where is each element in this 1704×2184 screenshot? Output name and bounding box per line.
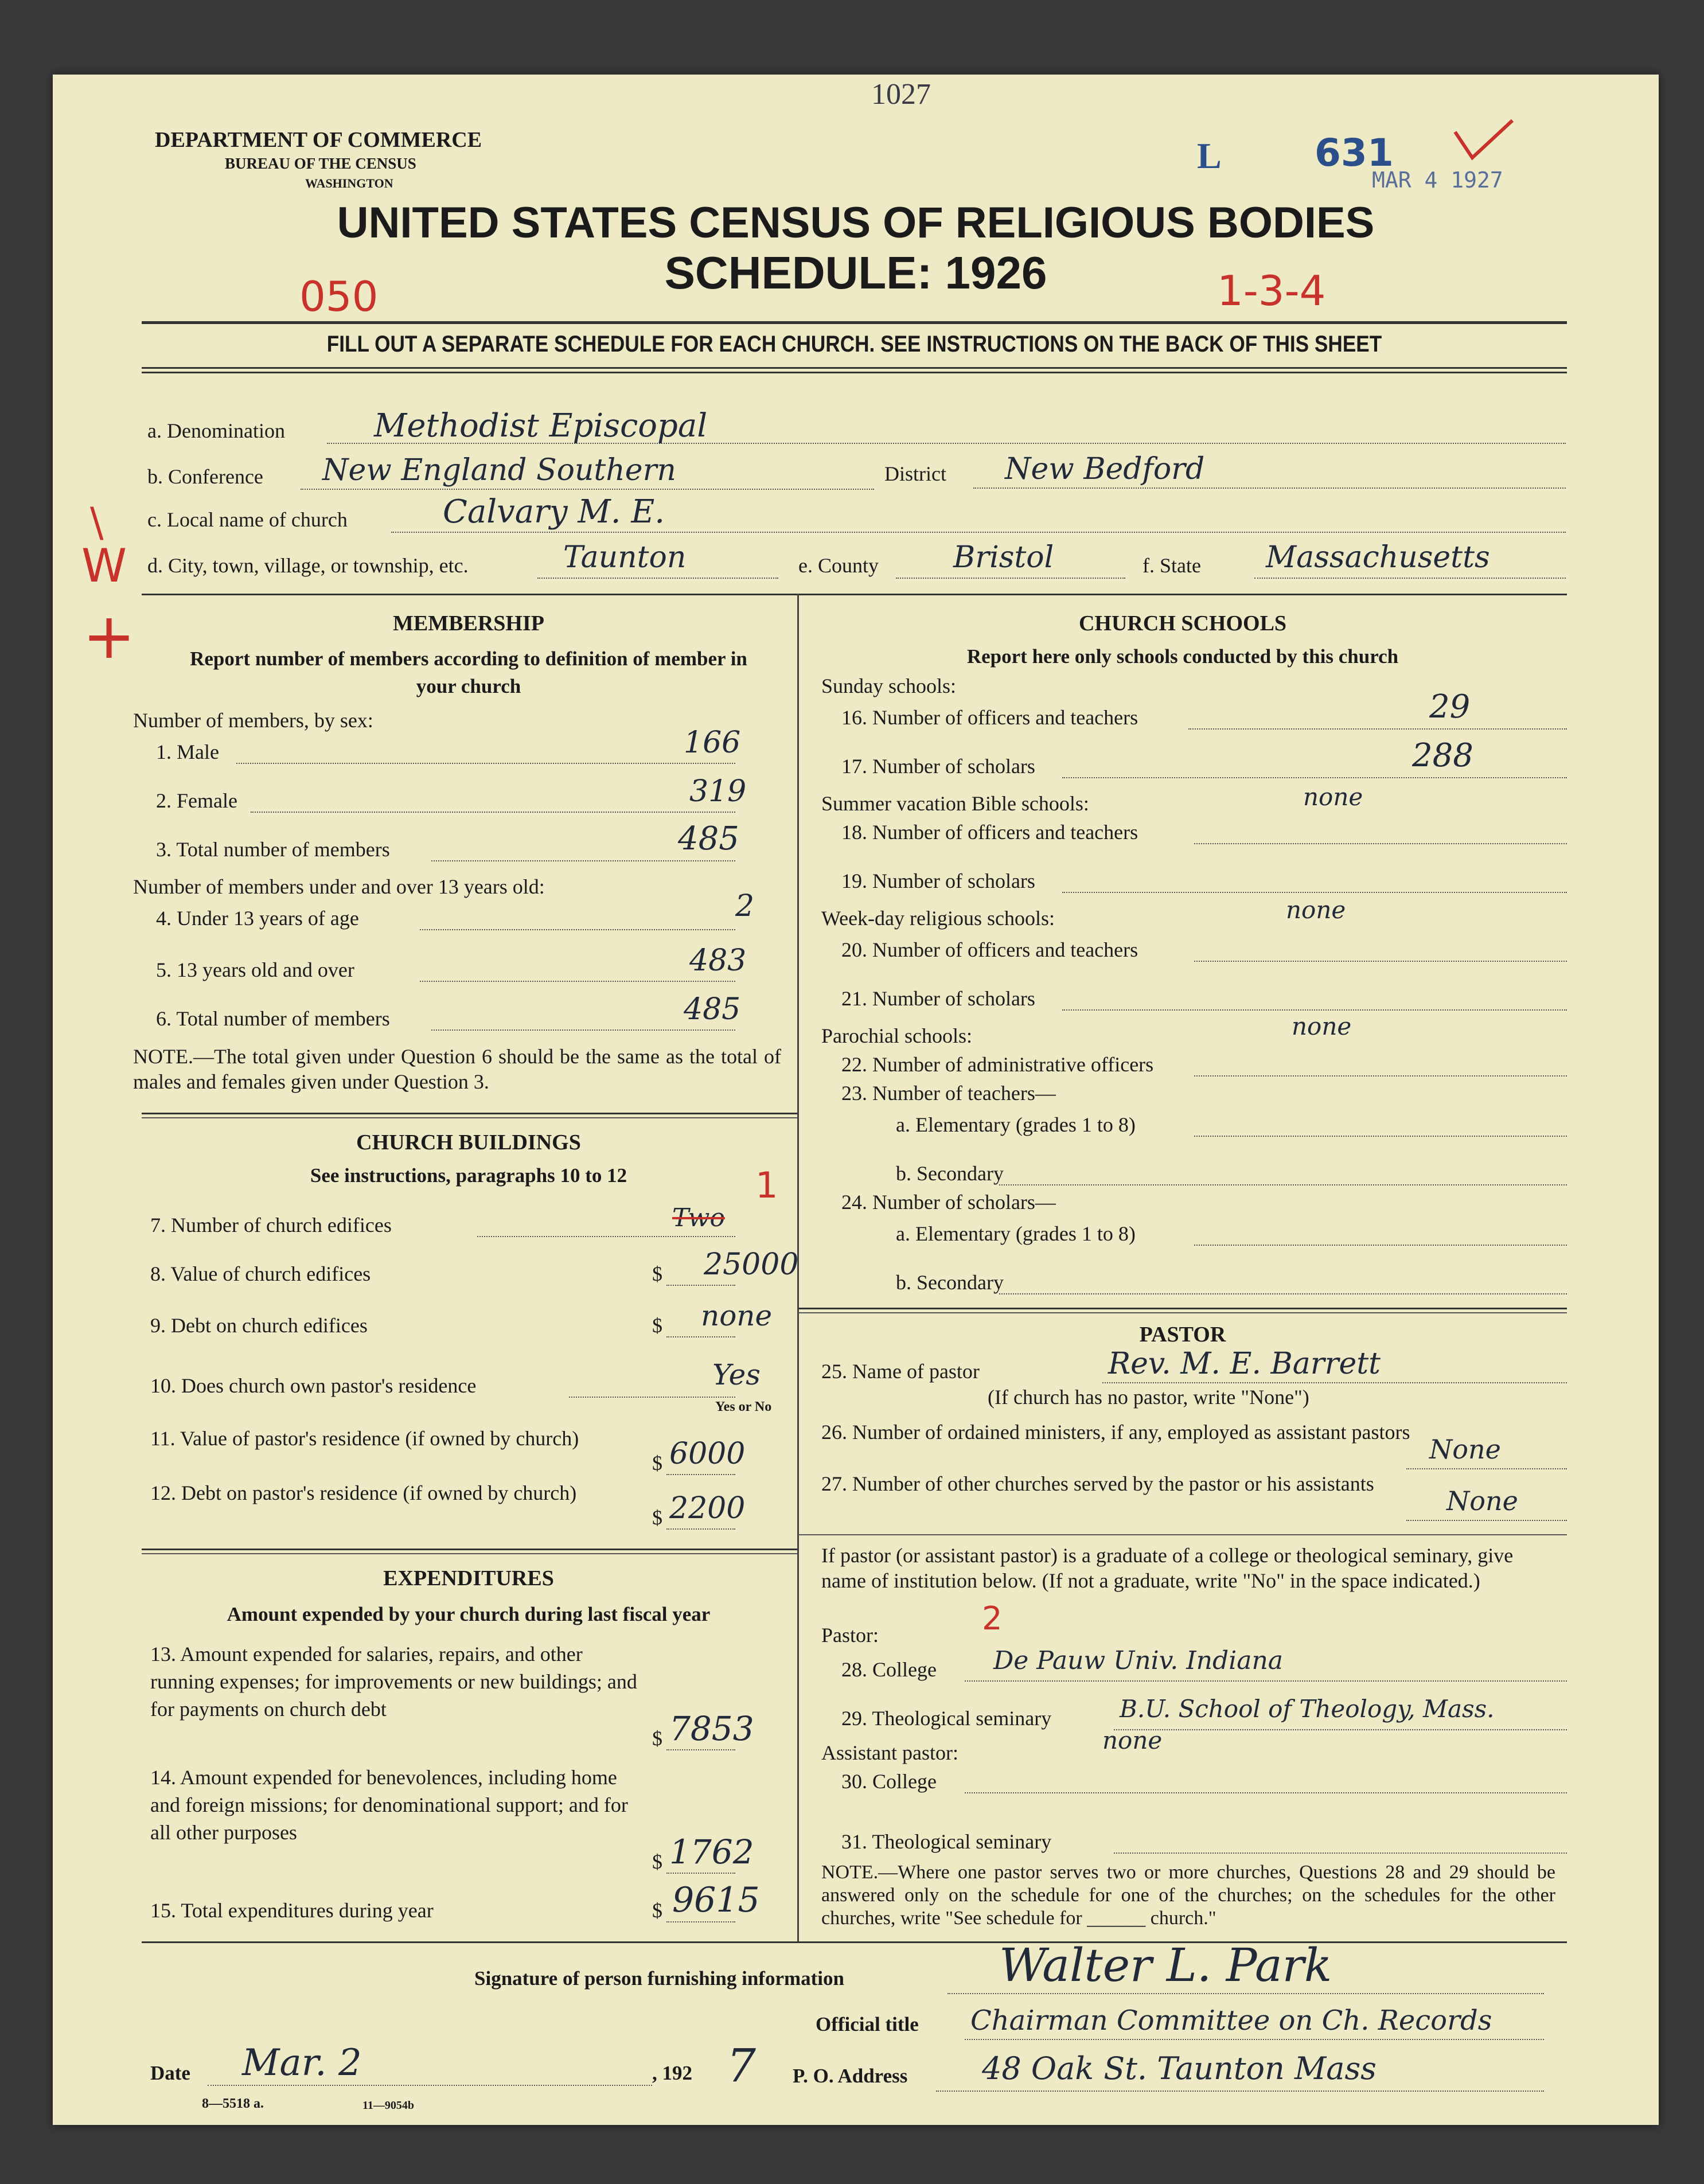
sunday-scholars-label: 17. Number of scholars [841,755,1035,778]
assistant-pastors-label: 26. Number of ordained ministers, if any, employed as assistant pastors [821,1421,1410,1444]
sunday-officers-label: 16. Number of officers and teachers [841,706,1138,729]
red-code: 050 [299,272,379,321]
assistant-seminary-label: 31. Theological seminary [841,1830,1052,1853]
bureau-name: BUREAU OF THE CENSUS [225,155,416,172]
benevolences-label: 14. Amount expended for benevolences, including home and foreign missions; for denominational support; and for all other purposes [150,1766,628,1844]
seminary-value[interactable]: B.U. School of Theology, Mass. [1120,1695,1495,1723]
other-churches-value[interactable]: None [1446,1485,1518,1516]
pastor-heading: PASTOR [1139,1323,1226,1347]
weekday-scholars-label: 21. Number of scholars [841,987,1035,1010]
sunday-scholars-value[interactable]: 288 [1412,737,1473,774]
conference-value[interactable]: New England Southern [322,453,676,487]
buildings-heading: CHURCH BUILDINGS [356,1130,581,1155]
edifices-count-value[interactable]: Two [672,1203,725,1233]
summer-schools-label: Summer vacation Bible schools: [821,792,1089,815]
stamp-number: 631 [1315,131,1394,175]
under-13-label: 4. Under 13 years of age [156,907,359,930]
edifices-count-label: 7. Number of church edifices [150,1214,392,1237]
assistant-pastor-value[interactable]: none [1102,1726,1163,1754]
running-expenses-value[interactable]: 7853 [669,1709,754,1748]
male-label: 1. Male [156,740,219,763]
conference-label: b. Conference [147,465,263,488]
parochial-schools-value[interactable]: none [1292,1012,1352,1040]
membership-heading: MEMBERSHIP [393,611,544,635]
county-label: e. County [798,554,879,577]
district-label: District [884,462,946,485]
male-value[interactable]: 166 [684,726,741,760]
owns-residence-value[interactable]: Yes [712,1358,761,1391]
membership-note: NOTE.—The total given under Question 6 should be the same as the total of males and females given under Question 3. [133,1045,781,1093]
weekday-schools-label: Week-day religious schools: [821,907,1055,930]
denomination-value[interactable]: Methodist Episcopal [374,407,708,444]
weekday-officers-label: 20. Number of officers and teachers [841,938,1138,961]
residence-value-value[interactable]: 6000 [669,1437,746,1471]
total-expenditures-label: 15. Total expenditures during year [150,1899,434,1922]
margin-mark-2: W [81,539,127,592]
sunday-schools-label: Sunday schools: [821,674,957,697]
edifices-value-label: 8. Value of church edifices [150,1262,371,1285]
print-number: 11—9054b [362,2099,415,2112]
total-expenditures-value[interactable]: 9615 [672,1880,760,1920]
seminary-label: 29. Theological seminary [841,1707,1052,1730]
parochial-schools-label: Parochial schools: [821,1024,972,1047]
margin-mark-1: \ [90,499,104,546]
admin-officers-label: 22. Number of administrative officers [841,1053,1154,1076]
graduate-note: If pastor (or assistant pastor) is a graduate of a college or theological seminary, give name of institution below. (If not a graduate, write "No" in the space indicated.) [821,1544,1514,1592]
age-intro: Number of members under and over 13 years old: [133,875,545,898]
pastor-name-hint: (If church has no pastor, write "None") [988,1386,1309,1409]
county-value[interactable]: Bristol [953,540,1054,575]
stamp-letter: L [1197,135,1222,176]
church-name-label: c. Local name of church [147,508,348,531]
pastor-annotation: 2 [982,1600,1003,1637]
form-title: UNITED STATES CENSUS OF RELIGIOUS BODIES [337,198,1375,247]
buildings-annotation: 1 [755,1164,778,1206]
edifices-debt-label: 9. Debt on church edifices [150,1314,368,1337]
assistant-pastor-label: Assistant pastor: [821,1741,958,1764]
pastor-name-value[interactable]: Rev. M. E. Barrett [1108,1347,1381,1381]
date-label: Date [150,2062,190,2084]
official-title-label: Official title [816,2013,919,2035]
running-expenses-label: 13. Amount expended for salaries, repairs, and other running expenses; for improvements or new buildings; and for payments on church debt [150,1643,637,1721]
signature-value[interactable]: Walter L. Park [999,1939,1332,1992]
sex-intro: Number of members, by sex: [133,709,373,732]
summer-officers-label: 18. Number of officers and teachers [841,821,1138,844]
church-name-value[interactable]: Calvary M. E. [443,493,665,531]
sunday-officers-value[interactable]: 29 [1429,688,1471,726]
scholars-elementary-label: a. Elementary (grades 1 to 8) [896,1222,1136,1245]
district-value[interactable]: New Bedford [1005,452,1205,486]
benevolences-value[interactable]: 1762 [669,1832,754,1871]
college-value[interactable]: De Pauw Univ. Indiana [993,1646,1284,1675]
pastor-note: NOTE.—Where one pastor serves two or more churches, Questions 28 and 29 should be answered only on the schedule for one of the churches; on the schedules for the other churches, write "See schedule for ______ church." [821,1862,1555,1929]
under-13-value[interactable]: 2 [735,889,755,923]
date-year-hand[interactable]: 7 [727,2039,756,2092]
red-reference: 1-3-4 [1217,267,1326,315]
expenditures-subheading: Amount expended by your church during last fiscal year [227,1603,711,1625]
total-members-label: 3. Total number of members [156,838,390,861]
margin-mark-3: + [83,599,136,673]
over-13-label: 5. 13 years old and over [156,958,354,981]
pastor-name-label: 25. Name of pastor [821,1360,980,1383]
buildings-subheading: See instructions, paragraphs 10 to 12 [310,1164,627,1187]
check-mark-icon [1452,118,1515,163]
official-title-value[interactable]: Chairman Committee on Ch. Records [970,2004,1492,2037]
received-date-stamp: MAR 4 1927 [1372,167,1503,193]
residence-debt-value[interactable]: 2200 [669,1491,746,1526]
owns-residence-label: 10. Does church own pastor's residence [150,1374,477,1397]
over-13-value[interactable]: 483 [689,943,747,978]
summer-schools-value[interactable]: none [1303,783,1363,811]
other-churches-label: 27. Number of other churches served by the pastor or his assistants [821,1472,1374,1495]
college-label: 28. College [841,1658,937,1681]
schools-heading: CHURCH SCHOOLS [1078,611,1287,635]
state-label: f. State [1143,554,1201,577]
pastor-subheading: Pastor: [821,1624,879,1647]
address-value[interactable]: 48 Oak St. Taunton Mass [982,2050,1377,2086]
signature-label: Signature of person furnishing information [474,1967,844,1990]
total-members-value[interactable]: 485 [678,820,739,857]
instruction-banner: FILL OUT A SEPARATE SCHEDULE FOR EACH CHURCH. SEE INSTRUCTIONS ON THE BACK OF THIS SHEET [326,332,1382,357]
date-value[interactable]: Mar. 2 [242,2042,362,2084]
assistant-pastors-value[interactable]: None [1429,1434,1501,1465]
address-label: P. O. Address [793,2065,908,2087]
yes-no-hint: Yes or No [715,1399,772,1414]
edifices-debt-value[interactable]: none [701,1299,773,1332]
form-number: 8—5518 a. [202,2096,264,2111]
residence-debt-label: 12. Debt on pastor's residence (if owned by church) [150,1481,577,1504]
city-value[interactable]: Taunton [563,540,687,575]
pencil-mark-top: 1027 [871,78,931,111]
date-year-print: , 192 [652,2062,692,2084]
teachers-secondary-label: b. Secondary [896,1162,1004,1185]
teachers-elementary-label: a. Elementary (grades 1 to 8) [896,1113,1136,1136]
total-members-2-label: 6. Total number of members [156,1007,390,1030]
schedule-year: SCHEDULE: 1926 [664,247,1047,298]
scholars-label: 24. Number of scholars— [841,1191,1056,1214]
census-schedule-page: DEPARTMENT OF COMMERCE BUREAU OF THE CENSUS WASHINGTON 1027 L 631 MAR 4 1927 UNITED STATES CENSUS OF RELIGIOUS BODIES SCHEDULE: 1926 050 1-3-4 FILL OUT A SEPARATE SCHEDULE FOR EACH CHURCH. SEE INSTRUCTIONS ON THE BACK OF THIS SHEET \ W + a. Denomination Methodist Episcopal b. Conference New England Southern District New Bedford c. Local name of church Calvary M. E. d. City, town, village, or township, etc. Taunton e. County Bristol f. State Massachusetts MEMBERSHIP Report number of members according to definition of member in your church Number of members, by sex: 1. Male 166 2. Female 319 3. Total number of members 485 Number of members under and over 13 years old: 4. Under 13 years of age 2 5. 13 years old and over 483 6. Total number of members 485 NOTE.—The total given under Question 6 should be the same as the total of males and females given under Question 3. CHURCH BUILDINGS See instructions, paragraphs 10 to 12 1 7. Number of church edifices Two 8. Value of church edifices $ 25000 9. Debt on church edifices $ none 10. Does church own pastor's residence Yes Yes or No 11. Value of pastor's residence (if owned by church) $ 6000 12. Debt on pastor's residence (if owned by church) $ 2200 EXPENDITURES Amount expended by your church during last fiscal year 13. Amount expended for salaries, repairs, and other running expenses; for improvements or new buildings; and for payments on church debt $ 7853 14. Amount expended for benevolences, including home and foreign missions; for denominational support; and for all other purposes $ 1762 15. Total expenditures during year $ 9615 CHURCH SCHOOLS Report here only schools conducted by this church Sunday schools: 16. Number of officers and teachers 29 17. Number of scholars 288 Summer vacation Bible schools: none 18. Number of officers and teachers 19. Number of scholars Week-day religious schools: none 20. Number of officers and teachers 21. Number of scholars Parochial schools: none 22. Number of administrative officers 23. Number of teachers— a. Elementary (grades 1 to 8) b. Secondary 24. Number of scholars— a. Elementary (grades 1 to 8) b. Secondary PASTOR 25. Name of pastor Rev. M. E. Barrett (If church has no pastor, write "None") 26. Number of ordained ministers, if any, employed as assistant pastors None 27. Number of other churches served by the pastor or his assistants None If pastor (or assistant pastor) is a graduate of a college or theological seminary, give name of institution below. (If not a graduate, write "No" in the space indicated.) Pastor: 2 28. College De Pauw Univ. Indiana 29. Theological seminary B.U. School of Theology, Mass. Assistant pastor: none 30. College 31. Theological seminary NOTE.—Where one pastor serves two or more churches, Questions 28 and 29 should be answered only on the schedule for one of the churches; on the schedules for the other churches, write "See schedule for ______ church." Signature of person furnishing information Walter L. Park Official title Chairman Committee on Ch. Records Date Mar. 2 , 192 7 P. O. Address 48 Oak St. Taunton Mass 8—5518 a. 11—9054b [53,75,1659,2125]
female-value[interactable]: 319 [689,774,747,809]
city-label: d. City, town, village, or township, etc. [147,554,469,577]
schools-subheading: Report here only schools conducted by this church [966,645,1399,668]
bureau-city: WASHINGTON [305,176,393,190]
assistant-college-label: 30. College [841,1770,937,1793]
teachers-label: 23. Number of teachers— [841,1082,1056,1105]
scholars-secondary-label: b. Secondary [896,1271,1004,1294]
residence-value-label: 11. Value of pastor's residence (if owned by church) [150,1427,579,1450]
total-members-2-value[interactable]: 485 [684,992,741,1027]
denomination-label: a. Denomination [147,419,285,442]
expenditures-heading: EXPENDITURES [383,1566,554,1590]
weekday-schools-value[interactable]: none [1286,896,1346,924]
membership-subheading: Report number of members according to definition of member in your church [190,648,747,697]
summer-scholars-label: 19. Number of scholars [841,869,1035,892]
state-value[interactable]: Massachusetts [1266,540,1490,575]
female-label: 2. Female [156,789,237,812]
edifices-value-value[interactable]: 25000 [704,1247,799,1282]
department-name: DEPARTMENT OF COMMERCE [155,128,482,152]
